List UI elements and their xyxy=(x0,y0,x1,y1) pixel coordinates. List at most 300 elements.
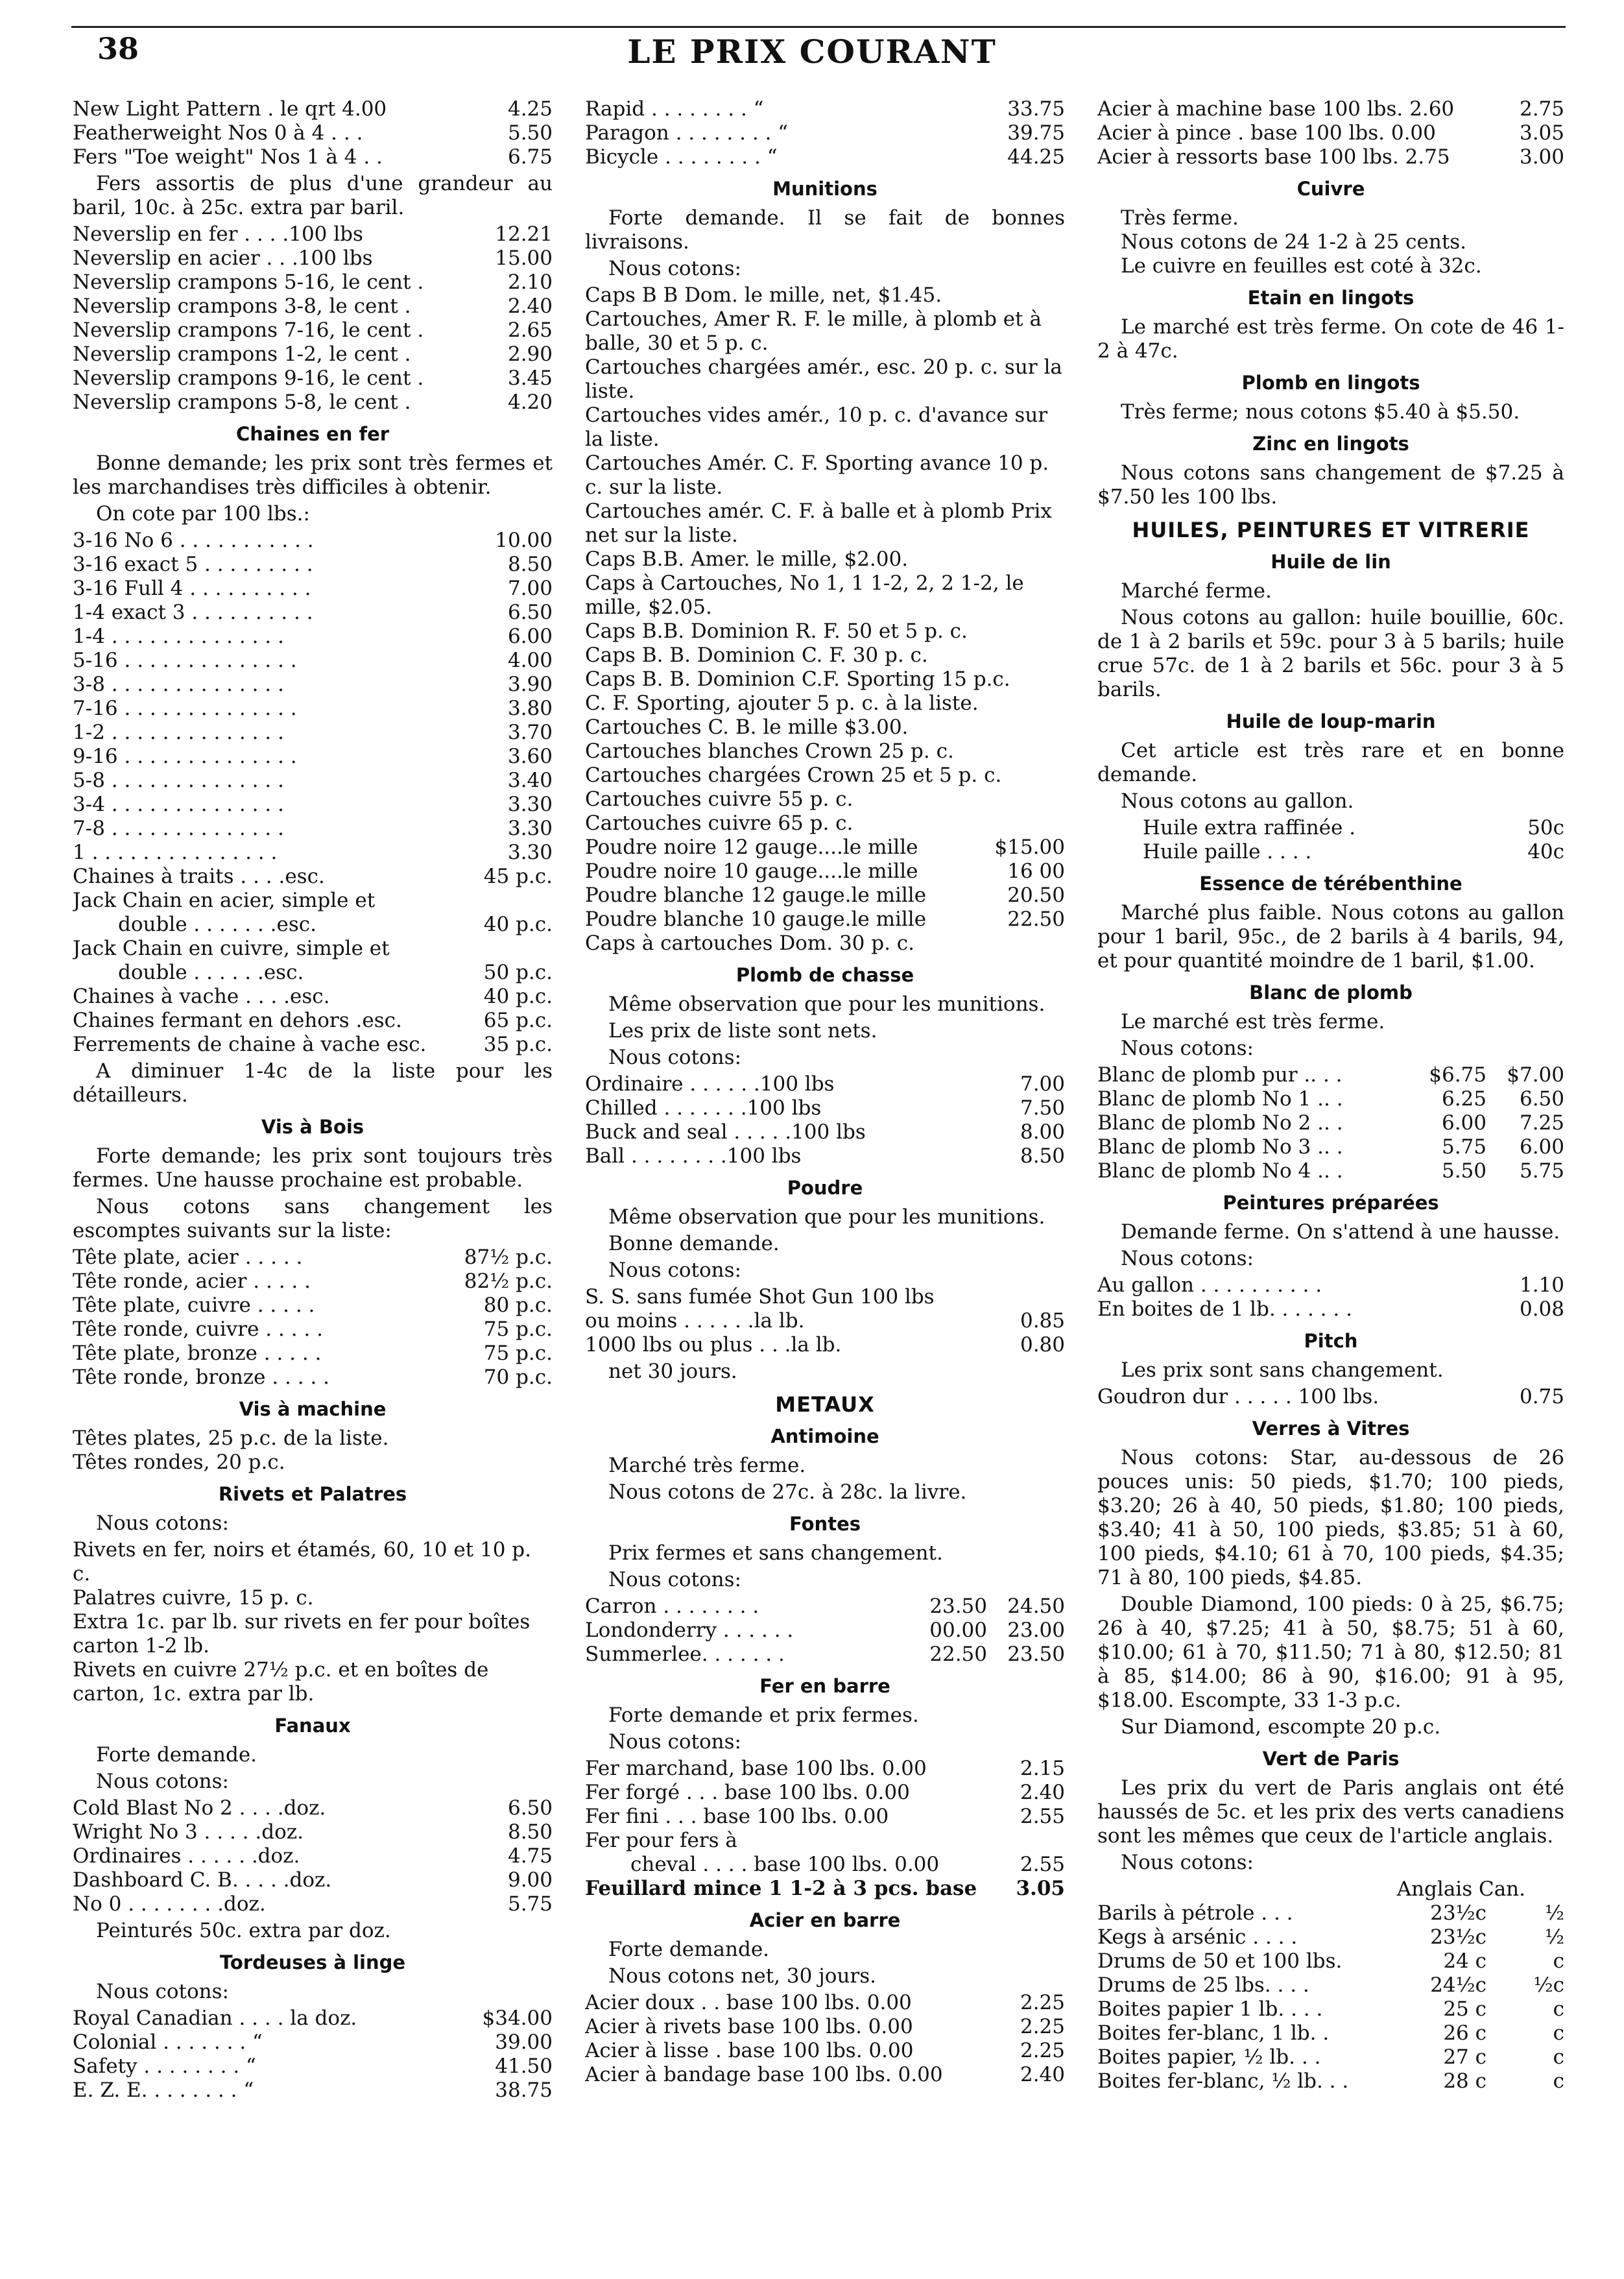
item-price: 2.40 xyxy=(1020,2063,1065,2086)
section-title: Huile de loup-marin xyxy=(1226,710,1436,732)
item-price: 87½ p.c. xyxy=(464,1246,553,1269)
price-row xyxy=(1097,1973,1564,1997)
item-price: 23.50 xyxy=(929,1595,987,1618)
paragraph: Nous cotons: xyxy=(1121,1851,1254,1874)
item-label: Blanc de plomb No 2 .. . xyxy=(1097,1111,1343,1135)
paragraph: Très ferme; nous cotons $5.40 à $5.50. xyxy=(1121,400,1520,424)
item-price: 3.05 xyxy=(1519,121,1564,145)
price-row xyxy=(73,223,553,247)
paragraph: Sur Diamond, escompte 20 p.c. xyxy=(1121,1715,1441,1739)
price-list xyxy=(73,529,553,889)
item-label: Boites fer-blanc, ½ lb. . . xyxy=(1097,2069,1349,2093)
item-label: Ordinaires . . . . . .doz. xyxy=(73,1844,300,1868)
section-title: Antimoine xyxy=(770,1425,879,1447)
text-line: Têtes rondes, 20 p.c. xyxy=(73,1451,285,1474)
text-line: Cartouches blanches Crown 25 p. c. xyxy=(585,740,954,763)
paragraph: net 30 jours. xyxy=(608,1360,737,1383)
item-label: Tête plate, acier . . . . . xyxy=(73,1246,303,1269)
price-row xyxy=(73,577,553,601)
price-row xyxy=(1097,121,1564,145)
price-list xyxy=(73,1246,553,1390)
item-price: 22.50 xyxy=(929,1643,987,1666)
section-title: Etain en lingots xyxy=(1247,287,1415,309)
item-label: E. Z. E. . . . . . . . “ xyxy=(73,2079,254,2102)
text-line: Le cuivre en feuilles est coté à 32c. xyxy=(1121,254,1482,278)
item-label: Boites papier, ½ lb. . . xyxy=(1097,2045,1321,2069)
item-price: 2.40 xyxy=(1020,1781,1065,1804)
item-label: Buck and seal . . . . .100 lbs xyxy=(585,1120,866,1144)
item-label: 1000 lbs ou plus . . .la lb. xyxy=(585,1333,842,1357)
item-label: Neverslip crampons 1-2, le cent . xyxy=(73,343,411,366)
item-label: Acier à machine base 100 lbs. 2.60 xyxy=(1097,97,1455,121)
price-row xyxy=(585,2039,1065,2063)
item-price: 3.30 xyxy=(507,841,553,864)
paragraph: A diminuer 1-4c de la liste pour les détailleurs. xyxy=(73,1059,553,1107)
item-price: 3.70 xyxy=(507,721,553,744)
item-price: ½ xyxy=(1544,1925,1564,1949)
item-price: 8.00 xyxy=(1020,1120,1065,1144)
price-row xyxy=(585,2015,1065,2039)
item-label: Acier à lisse . base 100 lbs. 0.00 xyxy=(585,2039,914,2062)
item-label: ou moins . . . . . .la lb. xyxy=(585,1309,805,1332)
text-line: Extra 1c. par lb. sur rivets en fer pour boîtes carton 1-2 lb. xyxy=(73,1610,531,1658)
price-row xyxy=(73,865,553,889)
price-row xyxy=(1097,2045,1564,2069)
item-label: Drums de 25 lbs. . . . xyxy=(1097,1973,1309,1997)
item-price: 33.75 xyxy=(1007,97,1065,121)
line-list xyxy=(73,1427,553,1475)
price-row xyxy=(73,1009,553,1033)
price-row xyxy=(73,2007,553,2031)
item-label: Safety . . . . . . . . “ xyxy=(73,2055,256,2078)
item-price: 16 00 xyxy=(1007,860,1065,883)
item-price: 35 p.c. xyxy=(483,1033,553,1056)
item-price: 2.25 xyxy=(1020,2015,1065,2038)
item-price: 6.50 xyxy=(507,1796,553,1820)
price-row xyxy=(1097,1901,1564,1925)
paragraph: Nous cotons net, 30 jours. xyxy=(608,1964,876,1988)
item-price: 45 p.c. xyxy=(483,865,553,888)
line-list xyxy=(73,1538,553,1706)
section-title: Vert de Paris xyxy=(1262,1748,1400,1770)
paragraph: Jack Chain en acier, simple et xyxy=(73,889,376,912)
column-2 xyxy=(585,97,1065,2264)
paragraph: Nous cotons: xyxy=(1121,1247,1254,1270)
price-row xyxy=(73,343,553,367)
line-list xyxy=(1121,206,1564,278)
section-title: Rivets et Palatres xyxy=(218,1483,407,1505)
paragraph: Le marché est très ferme. xyxy=(1121,1010,1385,1033)
item-price: 6.50 xyxy=(1519,1087,1564,1111)
item-price: 22.50 xyxy=(1007,908,1065,931)
paragraph: On cote par 100 lbs.: xyxy=(96,502,310,525)
price-row xyxy=(585,1309,1065,1333)
item-price: 00.00 xyxy=(929,1619,987,1642)
item-label: Featherweight Nos 0 à 4 . . . xyxy=(73,121,363,145)
item-label: Poudre blanche 10 gauge.le mille xyxy=(585,908,927,931)
text-line: Nous cotons de 24 1-2 à 25 cents. xyxy=(1121,230,1467,254)
fers-note: Fers assortis de plus d'une grandeur au baril, 10c. à 25c. extra par baril. xyxy=(73,172,553,219)
item-label: Acier doux . . base 100 lbs. 0.00 xyxy=(585,1991,912,2014)
item-label: New Light Pattern . le qrt 4.00 xyxy=(73,97,387,121)
item-label: Chaines fermant en dehors .esc. xyxy=(73,1009,402,1032)
text-line: Caps B.B. Dominion R. F. 50 et 5 p. c. xyxy=(585,620,968,643)
item-price: 2.65 xyxy=(507,319,553,342)
price-row xyxy=(585,1595,1065,1619)
item-label: 1-2 . . . . . . . . . . . . . . xyxy=(73,721,284,744)
item-price: ½c xyxy=(1533,1973,1564,1997)
item-price: 28 c xyxy=(1443,2069,1487,2093)
item-label: 3-16 No 6 . . . . . . . . . . . xyxy=(73,529,314,552)
text-line: Têtes plates, 25 p.c. de la liste. xyxy=(73,1427,389,1450)
price-row xyxy=(73,391,553,415)
item-price: 15.00 xyxy=(495,247,553,270)
item-label: Neverslip crampons 5-16, le cent . xyxy=(73,271,424,294)
paragraph: Nous cotons au gallon. xyxy=(1121,790,1354,813)
price-row xyxy=(585,1333,1065,1357)
item-price: c xyxy=(1553,2069,1564,2093)
text-line: Cartouches cuivre 65 p. c. xyxy=(585,812,854,835)
item-label: 7-16 . . . . . . . . . . . . . . xyxy=(73,697,297,720)
item-price: 44.25 xyxy=(1007,145,1065,169)
price-list xyxy=(1097,1273,1564,1321)
price-row xyxy=(585,1781,1065,1805)
item-price: 5.75 xyxy=(507,1892,553,1916)
item-price: 41.50 xyxy=(495,2055,553,2078)
item-price: 6.50 xyxy=(507,601,553,624)
price-row xyxy=(585,1991,1065,2015)
item-price: 82½ p.c. xyxy=(464,1270,553,1293)
price-row: double . . . . . . .esc. 40 p.c. xyxy=(118,913,553,936)
line-list xyxy=(585,283,1065,836)
item-price: 23½c xyxy=(1430,1925,1487,1949)
paragraph: Nous cotons: xyxy=(608,1046,741,1069)
paragraph: Nous cotons: xyxy=(608,257,741,280)
price-row: double . . . . . .esc. 50 p.c. xyxy=(118,961,553,984)
price-row: cheval . . . . base 100 lbs. 0.00 2.55 xyxy=(630,1853,1065,1876)
price-row xyxy=(1097,1297,1564,1321)
section-title: Blanc de plomb xyxy=(1249,982,1413,1004)
item-price: 4.20 xyxy=(507,391,553,414)
item-label: Cold Blast No 2 . . . .doz. xyxy=(73,1796,326,1820)
price-row xyxy=(1097,97,1564,121)
column-1 xyxy=(73,97,553,2264)
item-label: 1-4 . . . . . . . . . . . . . . xyxy=(73,625,284,648)
item-price: 6.00 xyxy=(1441,1111,1487,1135)
item-price: $34.00 xyxy=(482,2007,553,2030)
text-line: Caps B. B. Dominion C. F. 30 p. c. xyxy=(585,644,928,667)
item-label: Fers "Toe weight" Nos 1 à 4 . . xyxy=(73,145,383,169)
item-label: Huile extra raffinée . xyxy=(1143,816,1356,839)
paragraph: Forte demande; les prix sont toujours très fermes. Une hausse prochaine est probable. xyxy=(73,1144,553,1192)
item-price: 24 c xyxy=(1443,1949,1487,1973)
item-label: 3-8 . . . . . . . . . . . . . . xyxy=(73,673,284,696)
price-row xyxy=(73,841,553,865)
paragraph: Nous cotons sans changement de $7.25 à $7.50 les 100 lbs. xyxy=(1097,461,1564,509)
price-list xyxy=(73,1796,553,1916)
paragraph: Nous cotons: xyxy=(1121,1037,1254,1060)
item-label: En boites de 1 lb. . . . . . . xyxy=(1097,1297,1352,1321)
item-label: Acier à pince . base 100 lbs. 0.00 xyxy=(1097,121,1436,145)
item-label: Tête ronde, cuivre . . . . . xyxy=(73,1318,323,1341)
paragraph: Nous cotons: xyxy=(608,1259,741,1282)
item-price: 3.40 xyxy=(507,769,553,792)
item-price: 9.00 xyxy=(507,1868,553,1892)
item-price: 6.75 xyxy=(507,145,553,169)
section-title: Pitch xyxy=(1304,1330,1358,1352)
item-price: 6.00 xyxy=(507,625,553,648)
item-price: 10.00 xyxy=(495,529,553,552)
item-price: 65 p.c. xyxy=(483,1009,553,1032)
section-title: Vis à machine xyxy=(239,1398,387,1420)
text-line: Cartouches chargées Crown 25 et 5 p. c. xyxy=(585,764,1002,787)
price-row xyxy=(73,529,553,553)
price-row xyxy=(1097,2069,1564,2093)
price-row xyxy=(73,295,553,319)
item-label: Poudre noire 12 gauge....le mille xyxy=(585,836,918,859)
item-price: 0.85 xyxy=(1020,1309,1065,1332)
item-price: 75 p.c. xyxy=(483,1342,553,1365)
item-price: 3.60 xyxy=(507,745,553,768)
item-label: Blanc de plomb No 4 .. . xyxy=(1097,1159,1343,1183)
price-row xyxy=(73,793,553,817)
price-row xyxy=(73,1844,553,1868)
item-label: Ordinaire . . . . . .100 lbs xyxy=(585,1072,835,1096)
item-price: 24.50 xyxy=(1007,1595,1065,1618)
price-row xyxy=(73,1892,553,1916)
paragraph: Les prix sont sans changement. xyxy=(1121,1358,1444,1382)
item-price: 6.25 xyxy=(1441,1087,1487,1111)
price-row xyxy=(1097,1063,1564,1087)
item-label: 3-4 . . . . . . . . . . . . . . xyxy=(73,793,284,816)
text-line: Cartouches Amér. C. F. Sporting avance 10 p. c. sur la liste. xyxy=(585,452,1049,499)
item-price: 23.50 xyxy=(1007,1643,1065,1666)
item-label: No 0 . . . . . . . .doz. xyxy=(73,1892,266,1916)
item-label: Blanc de plomb No 1 .. . xyxy=(1097,1087,1343,1111)
item-label: Poudre noire 10 gauge....le mille xyxy=(585,860,918,883)
price-row xyxy=(73,553,553,577)
text-line: Caps B. B. Dominion C.F. Sporting 15 p.c. xyxy=(585,668,1010,691)
item-label: Bicycle . . . . . . . . “ xyxy=(585,145,778,169)
price-list xyxy=(585,1757,1065,1829)
item-price: 75 p.c. xyxy=(483,1318,553,1341)
price-row xyxy=(73,1033,553,1057)
item-price: 2.90 xyxy=(507,343,553,366)
item-label: Tête plate, bronze . . . . . xyxy=(73,1342,322,1365)
price-row xyxy=(73,1820,553,1844)
price-list-3 xyxy=(1097,1063,1564,1183)
paragraph: Fer pour fers à xyxy=(585,1829,737,1852)
item-price: 8.50 xyxy=(507,553,553,576)
price-row xyxy=(585,1120,1065,1144)
section-title: Peintures préparées xyxy=(1223,1192,1439,1214)
item-price: c xyxy=(1553,2021,1564,2045)
price-list xyxy=(73,97,553,169)
item-price: 5.50 xyxy=(1441,1159,1487,1183)
item-price: 25 c xyxy=(1443,1997,1487,2021)
item-label: Blanc de plomb No 3 .. . xyxy=(1097,1135,1343,1159)
section-title: Vis à Bois xyxy=(261,1116,364,1138)
price-row xyxy=(73,271,553,295)
column-header: Anglais Can. xyxy=(1396,1877,1525,1901)
section-title: Fontes xyxy=(789,1513,861,1535)
item-price: 0.80 xyxy=(1020,1333,1065,1357)
item-label: 7-8 . . . . . . . . . . . . . . xyxy=(73,817,284,840)
text-line: Rivets en fer, noirs et étamés, 60, 10 et 10 p. c. xyxy=(73,1538,531,1586)
item-price: 8.50 xyxy=(1020,1144,1065,1168)
text-line: C. F. Sporting, ajouter 5 p. c. à la liste. xyxy=(585,692,979,715)
section-title: Poudre xyxy=(787,1177,863,1199)
paragraph: Forte demande. xyxy=(96,1743,257,1767)
price-row xyxy=(73,985,553,1009)
section-title: Plomb de chasse xyxy=(735,964,914,986)
header-rule xyxy=(71,26,1566,28)
item-label: 3-16 exact 5 . . . . . . . . . xyxy=(73,553,313,576)
price-row xyxy=(73,649,553,673)
paragraph: Nous cotons au gallon: huile bouillie, 60c. de 1 à 2 barils et 59c. pour 3 à 5 barils; huile crue 57c. de 1 à 2 barils et 56c. pour 3 à 5 barils. xyxy=(1097,606,1564,701)
item-price: 27 c xyxy=(1443,2045,1487,2069)
item-price: c xyxy=(1553,2045,1564,2069)
price-row xyxy=(585,908,1065,932)
price-list xyxy=(1097,97,1564,169)
text-line: Rivets en cuivre 27½ p.c. et en boîtes de carton, 1c. extra par lb. xyxy=(73,1658,489,1706)
price-row xyxy=(585,1643,1065,1667)
price-row xyxy=(585,1805,1065,1829)
item-price: 5.75 xyxy=(1441,1135,1487,1159)
item-label: Paragon . . . . . . . . “ xyxy=(585,121,789,145)
text-line: Cartouches, Amer R. F. le mille, à plomb et à balle, 30 et 5 p. c. xyxy=(585,307,1042,355)
section-title: Verres à Vitres xyxy=(1252,1417,1410,1440)
price-row xyxy=(585,97,1065,121)
text-line: Cartouches amér. C. F. à balle et à plomb Prix net sur la liste. xyxy=(585,500,1052,547)
item-price: 2.25 xyxy=(1020,1991,1065,2014)
paragraph: S. S. sans fumée Shot Gun 100 lbs xyxy=(585,1285,935,1308)
paragraph: Même observation que pour les munitions. xyxy=(608,993,1045,1016)
price-row xyxy=(585,2063,1065,2087)
price-row xyxy=(73,1270,553,1294)
item-label: Royal Canadian . . . . la doz. xyxy=(73,2007,357,2030)
text-line: Palatres cuivre, 15 p. c. xyxy=(73,1586,314,1610)
item-label: 5-8 . . . . . . . . . . . . . . xyxy=(73,769,284,792)
item-price: 39.00 xyxy=(495,2031,553,2054)
item-price: $7.00 xyxy=(1507,1063,1564,1087)
section-title: Fanaux xyxy=(274,1715,351,1737)
item-price: 2.25 xyxy=(1020,2039,1065,2062)
paragraph: Peinturés 50c. extra par doz. xyxy=(96,1919,391,1942)
item-price: 2.15 xyxy=(1020,1757,1065,1780)
paragraph: Forte demande. Il se fait de bonnes livraisons. xyxy=(585,206,1065,254)
price-row xyxy=(1097,1273,1564,1297)
paragraph: Demande ferme. On s'attend à une hausse. xyxy=(1121,1220,1560,1244)
item-label: Colonial . . . . . . . “ xyxy=(73,2031,263,2054)
price-list xyxy=(585,1309,1065,1357)
price-list-3 xyxy=(585,1595,1065,1667)
item-label: Neverslip crampons 5-8, le cent . xyxy=(73,391,411,414)
price-row xyxy=(585,1619,1065,1643)
item-label: Acier à bandage base 100 lbs. 0.00 xyxy=(585,2063,943,2086)
item-label: Neverslip crampons 7-16, le cent . xyxy=(73,319,424,342)
price-row xyxy=(73,601,553,625)
paragraph: Marché très ferme. xyxy=(608,1454,806,1477)
paragraph: Les prix de liste sont nets. xyxy=(608,1019,878,1043)
item-price: ½ xyxy=(1544,1901,1564,1925)
price-row: Feuillard mince 1 1-2 à 3 pcs. base 3.05 xyxy=(585,1877,1065,1900)
paragraph: Forte demande et prix fermes. xyxy=(608,1704,919,1727)
price-row xyxy=(585,884,1065,908)
price-row xyxy=(73,367,553,391)
item-price: 12.21 xyxy=(495,223,553,246)
paragraph: Nous cotons: Star, au-dessous de 26 pouces unis: 50 pieds, $1.70; 100 pieds, $3.20; 26 à 40, 50 pieds, $1.80; 100 pieds, $3.40; 41 à 50, 100 pieds, $3.85; 51 à 60, 100 pieds, $4.10; 61 à 70, 100 pieds, $4.35; 71 à 80, 100 pieds, $4.85. xyxy=(1097,1446,1564,1589)
price-row xyxy=(73,1246,553,1270)
item-price: 23½c xyxy=(1430,1901,1487,1925)
price-row xyxy=(585,1072,1065,1096)
price-row xyxy=(585,860,1065,884)
price-row xyxy=(73,745,553,769)
price-row xyxy=(73,319,553,343)
section-title: Plomb en lingots xyxy=(1241,372,1420,394)
price-row xyxy=(73,1318,553,1342)
item-label: Chaines à vache . . . .esc. xyxy=(73,985,330,1008)
item-price: 40 p.c. xyxy=(483,985,553,1008)
item-label: Kegs à arsénic . . . . xyxy=(1097,1925,1298,1949)
item-label: Ferrements de chaine à vache esc. xyxy=(73,1033,427,1056)
item-label: Boites papier 1 lb. . . . xyxy=(1097,1997,1323,2021)
price-row xyxy=(73,1868,553,1892)
text-line: Cartouches C. B. le mille $3.00. xyxy=(585,716,909,739)
item-label: Carron . . . . . . . . xyxy=(585,1595,759,1618)
section-title: Fer en barre xyxy=(759,1675,890,1697)
price-row xyxy=(73,1294,553,1318)
item-price: 2.55 xyxy=(1020,1805,1065,1828)
price-row xyxy=(73,97,553,121)
price-row xyxy=(1097,1087,1564,1111)
price-row xyxy=(1097,145,1564,169)
section-title: Tordeuses à linge xyxy=(219,1951,406,1973)
item-label: 1-4 exact 3 . . . . . . . . . . xyxy=(73,601,313,624)
price-row xyxy=(73,247,553,271)
paragraph: Les prix du vert de Paris anglais ont été haussés de 5c. et les prix des verts canadiens sont les mêmes que ceux de l'article anglais. xyxy=(1097,1776,1564,1848)
item-label: Neverslip crampons 9-16, le cent . xyxy=(73,367,424,390)
price-row xyxy=(1097,2021,1564,2045)
item-price: c xyxy=(1553,1997,1564,2021)
section-title: HUILES, PEINTURES ET VITRERIE xyxy=(1132,518,1530,542)
price-list xyxy=(585,1072,1065,1168)
item-price: 4.00 xyxy=(507,649,553,672)
item-label: Neverslip crampons 3-8, le cent . xyxy=(73,295,411,318)
text-line: Caps B B Dom. le mille, net, $1.45. xyxy=(585,283,942,307)
paragraph: Prix fermes et sans changement. xyxy=(608,1541,943,1565)
paragraph: Nous cotons: xyxy=(96,1512,229,1535)
price-row xyxy=(1097,1135,1564,1159)
price-row xyxy=(585,1144,1065,1168)
price-row xyxy=(1143,816,1564,840)
paragraph: Bonne demande; les prix sont très fermes et les marchandises très difficiles à obtenir. xyxy=(73,452,553,499)
paragraph: Marché ferme. xyxy=(1121,579,1272,603)
item-label: Tête ronde, acier . . . . . xyxy=(73,1270,311,1293)
price-list xyxy=(585,1991,1065,2087)
section-title: METAUX xyxy=(775,1392,875,1417)
item-price: 3.80 xyxy=(507,697,553,720)
item-label: Dashboard C. B. . . . .doz. xyxy=(73,1868,332,1892)
price-list xyxy=(73,223,553,415)
paragraph: Marché plus faible. Nous cotons au gallon pour 1 baril, 95c., de 2 barils à 4 barils, 94, et pour quantité moindre de 1 baril, $1.00. xyxy=(1097,901,1564,972)
price-row xyxy=(73,121,553,145)
paragraph: Cet article est très rare et en bonne demande. xyxy=(1097,739,1564,786)
item-price: 2.40 xyxy=(507,295,553,318)
price-row xyxy=(73,1342,553,1366)
item-price: 2.10 xyxy=(507,271,553,294)
section-title: Huile de lin xyxy=(1271,551,1391,573)
